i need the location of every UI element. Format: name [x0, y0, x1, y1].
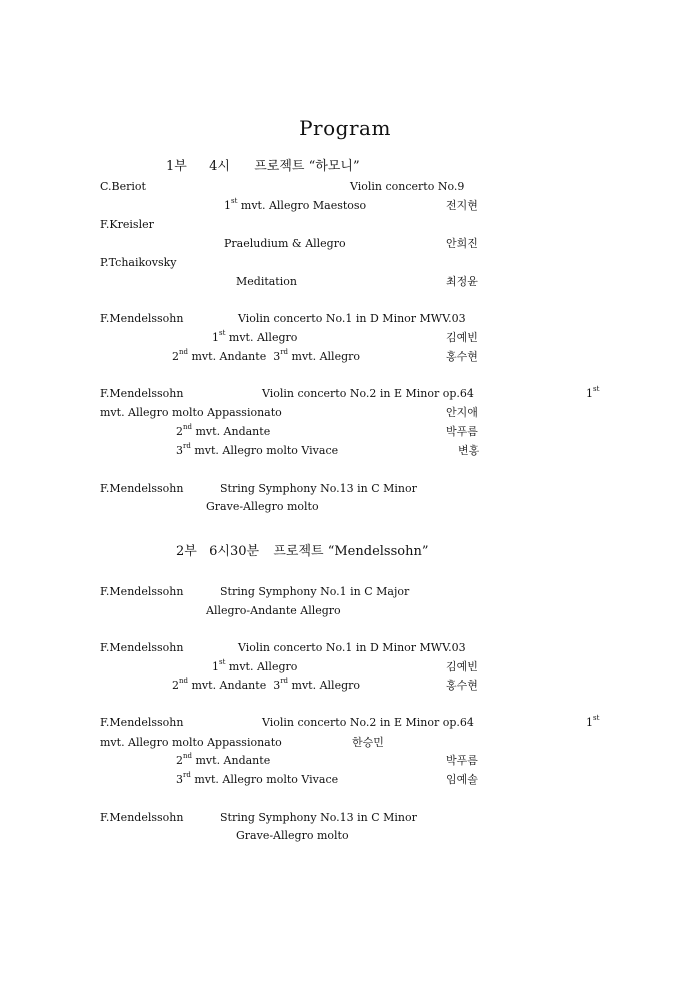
movement: 2nd mvt. Andante 3rd mvt. Allegro: [172, 677, 361, 692]
work-title: String Symphony No.13 in C Minor: [220, 811, 417, 824]
part2-heading: [176, 540, 428, 559]
work-title: Violin concerto No.9: [350, 180, 465, 193]
performer: 최정윤: [446, 275, 478, 288]
movement: 1st mvt. Allegro Maestoso: [224, 197, 367, 212]
movement: 1st mvt. Allegro: [212, 329, 298, 344]
composer: F.Mendelssohn: [100, 585, 184, 598]
performer: 한승민: [352, 736, 384, 749]
part1-time: 4시: [209, 159, 230, 174]
movement: mvt. Allegro molto Appassionato: [100, 736, 282, 749]
performer: 임예솔: [446, 773, 478, 786]
part1-label: 프로젝트: [254, 159, 305, 174]
movement: 2nd mvt. Andante: [176, 423, 271, 438]
work-title: Violin concerto No.2 in E Minor op.64: [262, 716, 474, 729]
movement: mvt. Allegro molto Appassionato: [100, 406, 282, 419]
performer: 김예빈: [446, 331, 478, 344]
movement-ordinal: 1st: [586, 714, 600, 729]
composer: C.Beriot: [100, 180, 146, 193]
part1-project-name: “하모니”: [308, 159, 360, 174]
page-title: Program: [299, 116, 391, 140]
work-title: Violin concerto No.1 in D Minor MWV.03: [238, 312, 466, 325]
part2-time: 6시30분: [209, 544, 260, 559]
performer: 홍수현: [446, 350, 478, 363]
movement: Grave-Allegro molto: [236, 829, 349, 842]
composer: F.Mendelssohn: [100, 387, 184, 400]
composer: F.Mendelssohn: [100, 811, 184, 824]
performer: 안희진: [446, 237, 478, 250]
composer: F.Kreisler: [100, 218, 154, 231]
composer: F.Mendelssohn: [100, 716, 184, 729]
work-title: Violin concerto No.2 in E Minor op.64: [262, 387, 474, 400]
composer: P.Tchaikovsky: [100, 256, 177, 269]
performer: 홍수현: [446, 679, 478, 692]
performer: 김예빈: [446, 660, 478, 673]
part2-project-name: “Mendelssohn”: [327, 544, 429, 559]
composer: F.Mendelssohn: [100, 482, 184, 495]
composer: F.Mendelssohn: [100, 312, 184, 325]
work-title: Praeludium & Allegro: [224, 237, 346, 250]
movement: 3rd mvt. Allegro molto Vivace: [176, 771, 339, 786]
movement: Grave-Allegro molto: [206, 500, 319, 513]
part1-number: 1부: [166, 159, 187, 174]
part1-heading: [166, 155, 360, 174]
movement: 2nd mvt. Andante 3rd mvt. Allegro: [172, 348, 361, 363]
work-title: Meditation: [236, 275, 297, 288]
part2-label: 프로젝트: [273, 544, 324, 559]
work-title: String Symphony No.1 in C Major: [220, 585, 410, 598]
movement: Allegro-Andante Allegro: [206, 604, 341, 617]
movement: 3rd mvt. Allegro molto Vivace: [176, 442, 339, 457]
performer: 변홍: [458, 444, 480, 457]
movement: 2nd mvt. Andante: [176, 752, 271, 767]
performer: 박푸름: [446, 425, 478, 438]
movement-ordinal: 1st: [586, 385, 600, 400]
performer: 전지현: [446, 199, 478, 212]
part2-number: 2부: [176, 544, 197, 559]
work-title: Violin concerto No.1 in D Minor MWV.03: [238, 641, 466, 654]
work-title: String Symphony No.13 in C Minor: [220, 482, 417, 495]
performer: 안지애: [446, 406, 478, 419]
movement: 1st mvt. Allegro: [212, 658, 298, 673]
performer: 박푸름: [446, 754, 478, 767]
composer: F.Mendelssohn: [100, 641, 184, 654]
